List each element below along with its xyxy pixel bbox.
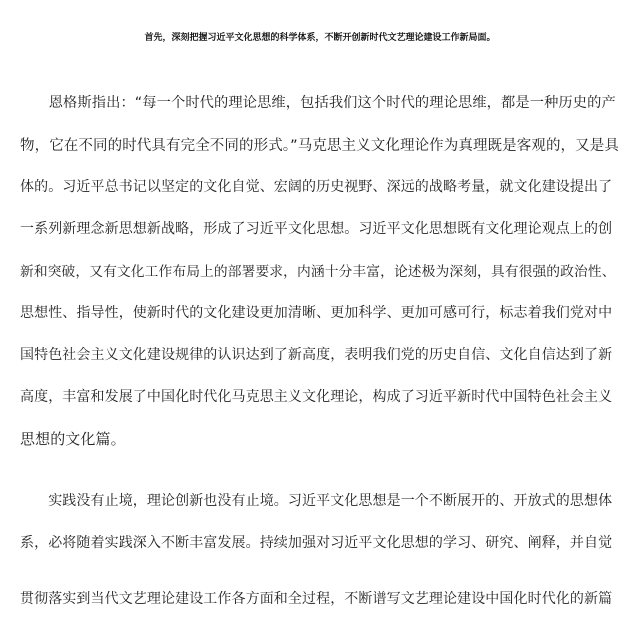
paragraph-1-line-7: 国特色社会主义文化建设规律的认识达到了新高度，表明我们党的历史自信、文化自信达到了新 xyxy=(20,347,613,363)
paragraph-1-line-1: 恩格斯指出：“每一个时代的理论思维，包括我们这个时代的理论思维，都是一种历史的产 xyxy=(20,95,616,111)
paragraph-2-line-1: 实践没有止境，理论创新也没有止境。习近平文化思想是一个不断展开的、开放式的思想体 xyxy=(20,493,613,509)
section-heading: 首先，深刻把握习近平文化思想的科学体系，不断开创新时代文艺理论建设工作新局面。 xyxy=(144,33,496,43)
paragraph-1-line-4: 一系列新理念新思想新战略，形成了习近平文化思想。习近平文化思想既有文化理论观点上的创 xyxy=(20,221,613,237)
paragraph-2-line-2: 系，必将随着实践深入不断丰富发展。持续加强对习近平文化思想的学习、研究、阐释，并自觉 xyxy=(20,535,613,551)
paragraph-2-line-3: 贯彻落实到当代文艺理论建设工作各方面和全过程，不断谱写文艺理论建设中国化时代化的新篇 xyxy=(20,591,613,607)
paragraph-1-line-9: 思想的文化篇。 xyxy=(20,430,126,448)
paragraph-1-line-3: 体的。习近平总书记以坚定的文化自觉、宏阔的历史视野、深远的战略考量，就文化建设提出了 xyxy=(20,179,613,195)
paragraph-1-line-6: 思想性、指导性，使新时代的文化建设更加清晰、更加科学、更加可感可行，标志着我们党对中 xyxy=(20,305,613,321)
paragraph-1-line-8: 高度，丰富和发展了中国化时代化马克思主义文化理论，构成了习近平新时代中国特色社会主义 xyxy=(20,389,613,405)
paragraph-1-line-5: 新和突破，又有文化工作布局上的部署要求，内涵十分丰富，论述极为深刻，具有很强的政治性、 xyxy=(20,264,616,280)
paragraph-1-line-2: 物，它在不同的时代具有完全不同的形式。”马克思主义文化理论作为真理既是客观的，又是具 xyxy=(20,138,619,154)
